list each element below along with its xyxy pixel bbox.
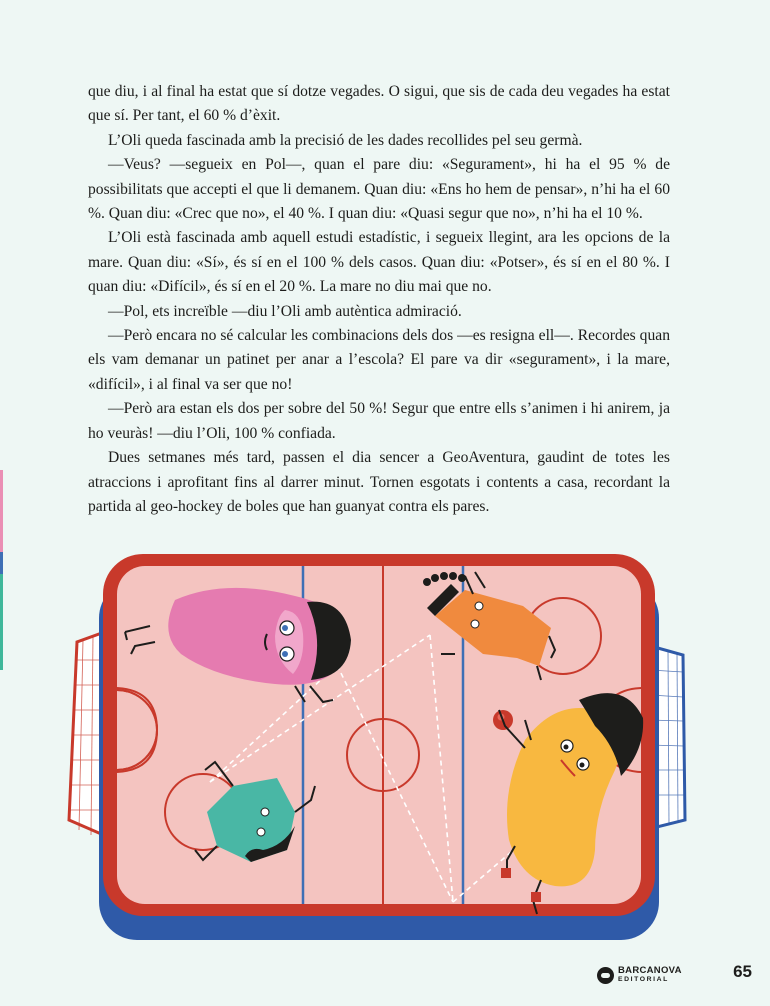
edge-tab-blue	[0, 552, 3, 574]
story-text	[88, 80, 670, 519]
paragraph-5: —Pol, ets increïble —diu l’Oli amb autèntica admiració.	[108, 302, 462, 320]
paragraph-1: que diu, i al final ha estat que sí dotze vegades. O sigui, que sis de cada deu vegades ha estat que sí. Per tant, el 60 % d’èxit.	[88, 83, 670, 125]
paragraph-6: —Però encara no sé calcular les combinacions dels dos —es resigna ell—. Recordes quan els vam demanar un patinet per anar a l’escola? El pare va dir «segurament», i la mare, «difícil», i al final va ser que no!	[88, 327, 670, 393]
page-number: 65	[733, 962, 752, 981]
publisher-subtitle: EDITORIAL	[618, 976, 669, 983]
publisher-name: BARCANOVA	[618, 965, 682, 976]
paragraph-4: L’Oli està fascinada amb aquell estudi estadístic, i segueix llegint, ara les opcions de la mare. Quan diu: «Sí», és sí en el 100 % dels casos. Quan diu: «Potser», és sí en el 80 %. I quan diu: «Difícil», és sí en el 20 %. La mare no diu mai que no.	[88, 229, 670, 296]
edge-tab-green	[0, 574, 3, 670]
paragraph-8: Dues setmanes més tard, passen el dia sencer a GeoAventura, gaudint de totes les atraccions i aprofitant fins al darrer minut. Tornen esgotats i contents a casa, recordant la partida al geo-hockey de boles que han guanyat contra els pares.	[88, 449, 670, 515]
paragraph-2: L’Oli queda fascinada amb la precisió de les dades recollides pel seu germà.	[108, 131, 583, 149]
paragraph-7: —Però ara estan els dos per sobre del 50 %! Segur que entre ells s’animen i hi anirem, ja ho veuràs! —diu l’Oli, 100 % confiada.	[88, 400, 670, 442]
publisher-logo-icon	[597, 967, 614, 984]
air-hockey-illustration	[55, 550, 695, 942]
paragraph-3: —Veus? —segueix en Pol—, quan el pare diu: «Segurament», hi ha el 95 % de possibilitats que accepti el que li demanem. Quan diu: «Ens ho hem de pensar», n’hi ha el 60 %. Quan diu: «Crec que no», el 40 %. I quan diu: «Quasi segur que no», n’hi ha el 10 %.	[88, 156, 670, 223]
edge-tab-pink	[0, 470, 3, 552]
publisher-logo	[597, 964, 682, 986]
